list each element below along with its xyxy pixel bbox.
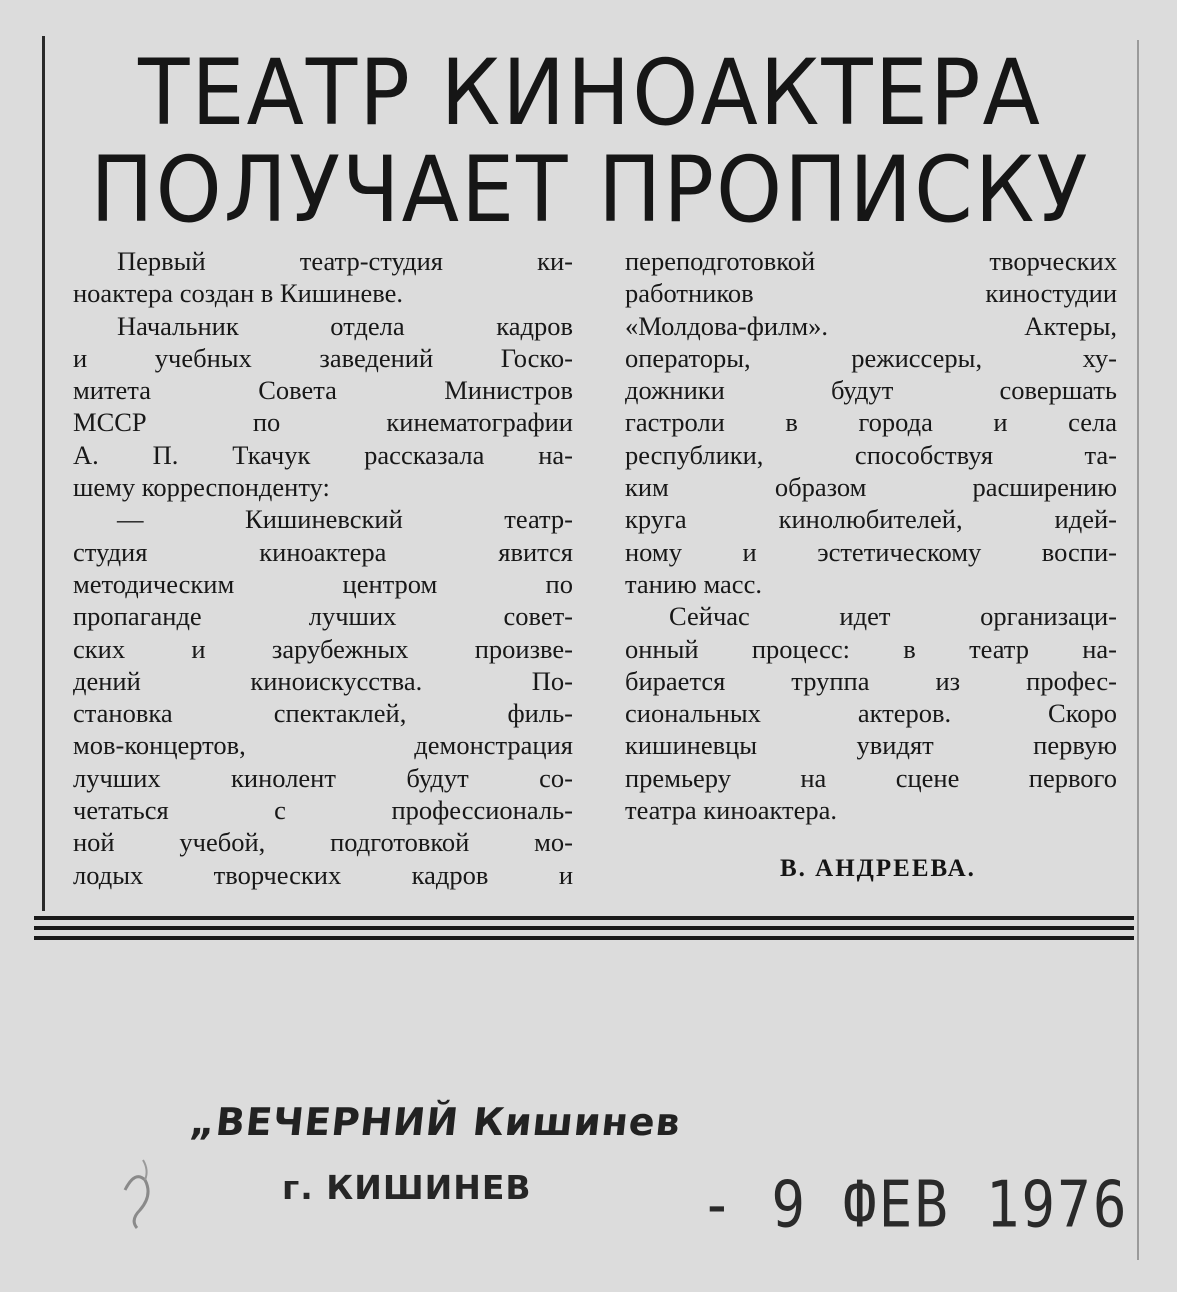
article-line: бирается труппа из профес- — [625, 665, 1117, 696]
right-edge-rule — [1137, 40, 1139, 1260]
article-line: пропаганде лучших совет- — [73, 601, 573, 632]
article-line: ному и эстетическому воспи- — [625, 536, 1117, 567]
article-line: Сейчас идет организаци- — [669, 601, 1117, 632]
article-line: переподготовкой творческих — [625, 246, 1117, 276]
article-line: ной учебой, подготовкой мо- — [73, 827, 573, 858]
article-line: — Кишиневский театр- — [117, 504, 573, 535]
article-line: МССР по кинематографии — [73, 407, 573, 438]
article-line: ских и зарубежных произве- — [73, 633, 573, 664]
article-line: дожники будут совершать — [625, 375, 1117, 406]
article-line: танию масс. — [625, 568, 762, 599]
article-right-column — [625, 245, 1117, 826]
article-line: круга кинолюбителей, идей- — [625, 504, 1117, 535]
article-line: ким образом расширению — [625, 472, 1117, 503]
article-line: лучших кинолент будут со- — [73, 762, 573, 793]
divider-rule — [34, 926, 1134, 930]
article-line: митета Совета Министров — [73, 375, 573, 406]
article-line: кишиневцы увидят первую — [625, 730, 1117, 761]
stamp-date: - 9 ФЕВ 1976 — [700, 1168, 1129, 1243]
article-line: республики, способствуя та- — [625, 439, 1117, 470]
stamp-city: г. КИШИНЕВ — [282, 1168, 532, 1207]
article-line: «Молдова-филм». Актеры, — [625, 310, 1117, 341]
headline-line-1: ТЕАТР КИНОАКТЕРА — [138, 39, 1042, 146]
article-line: Начальник отдела кадров — [117, 310, 573, 341]
article-line: работников киностудии — [625, 278, 1117, 309]
article-line: студия киноактера явится — [73, 536, 573, 567]
article-line: театра киноактера. — [625, 795, 838, 826]
article-line: сиональных актеров. Скоро — [625, 698, 1117, 729]
article-left-column — [73, 245, 573, 891]
article-line: и учебных заведений Госко- — [73, 342, 573, 373]
article-line: Первый театр-студия ки- — [117, 246, 573, 276]
article-line: ноактера создан в Кишиневе. — [73, 278, 404, 309]
article-line: лодых творческих кадров и — [73, 859, 573, 890]
article-line: мов-концертов, демонстрация — [73, 730, 573, 761]
divider-rule — [34, 936, 1134, 940]
divider-rule — [34, 916, 1134, 920]
author-signature: В. АНДРЕЕВА. — [780, 855, 976, 882]
article-line: становка спектаклей, филь- — [73, 698, 573, 729]
article-line: дений киноискусства. По- — [73, 665, 573, 696]
article-line: гастроли в города и села — [625, 407, 1117, 438]
article-line: операторы, режиссеры, ху- — [625, 342, 1117, 373]
article-line: четаться с профессиональ- — [73, 795, 573, 826]
article-line: А. П. Ткачук рассказала на- — [73, 439, 573, 470]
article-line: онный процесс: в театр на- — [625, 633, 1117, 664]
left-column-rule — [42, 36, 45, 911]
pencil-mark-icon — [115, 1150, 165, 1230]
headline — [60, 39, 1120, 243]
article-line: методическим центром по — [73, 568, 573, 599]
headline-line-2: ПОЛУЧАЕТ ПРОПИСКУ — [90, 136, 1090, 243]
article-line: премьеру на сцене первого — [625, 762, 1117, 793]
article-line: шему корреспонденту: — [73, 472, 330, 503]
stamp-newspaper-name: „ВЕЧЕРНИЙ Кишинев — [187, 1100, 684, 1144]
